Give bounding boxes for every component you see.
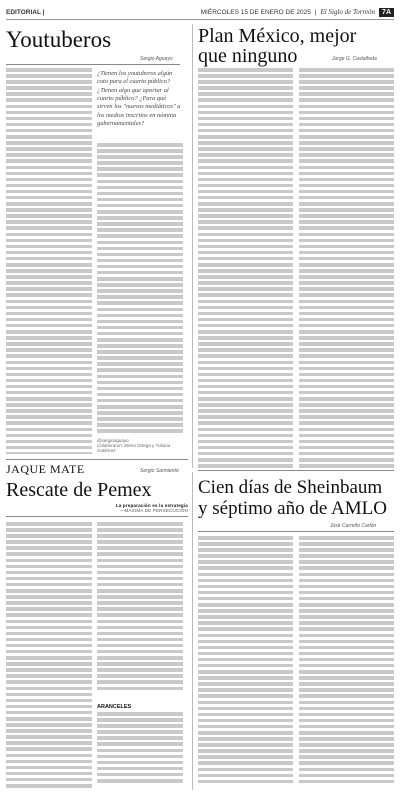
edition-date: MIÉRCOLES 15 DE ENERO DE 2025 — [200, 8, 311, 16]
jaque-section-label: JAQUE MATE — [6, 462, 85, 476]
youtuberos-headline: Youtuberos — [6, 27, 112, 52]
column-divider — [192, 24, 193, 468]
cien-headline-line-2: y séptimo año de AMLO — [198, 498, 387, 519]
plan-col-1 — [198, 68, 293, 468]
plan-col-2 — [299, 68, 394, 468]
plan-headline-line-1: Plan México, mejor — [198, 25, 357, 47]
divider — [6, 459, 188, 460]
divider — [198, 470, 394, 471]
divider — [6, 64, 180, 65]
jaque-col-2b — [97, 712, 183, 790]
youtuberos-pullquote: ¿Tienen los youtuberos algún coto para el cuarto público? ¿Tienen algo que aportar al cuarto público? ¿Para qué sirven los "nuevos mediáticos" a los medios inscritos en nómina gubernamentales? — [97, 70, 181, 127]
newspaper-logo: El Siglo de Torreón — [320, 8, 376, 16]
section-label: EDITORIAL | — [6, 8, 45, 16]
jaque-tagline-quote: La preparación es la estrategia — [115, 503, 188, 508]
masthead: EDITORIAL | MIÉRCOLES 15 DE ENERO DE 2025 | El Siglo de Torreón 7A — [6, 5, 394, 20]
cien-byline: José Carreño Carlón — [330, 523, 377, 529]
youtuberos-byline: Sergio Aguayo — [140, 56, 173, 62]
jaque-col-2a — [97, 522, 183, 700]
cien-col-1 — [198, 536, 293, 790]
column-divider — [192, 472, 193, 790]
jaque-tagline — [104, 503, 188, 513]
youtuberos-credit: @sergioaguayo Colaboraron: Elena Ortega y Yuliana Gutiérrez — [97, 438, 171, 453]
plan-byline: Jorge G. Castañeda — [332, 56, 377, 62]
page-number: 7A — [379, 8, 394, 17]
cien-headline-line-1: Cien días de Sheinbaum — [198, 477, 383, 498]
divider — [198, 531, 394, 532]
jaque-col-1 — [6, 522, 92, 790]
youtuberos-col-2 — [97, 143, 183, 443]
plan-headline-line-2: que ninguno — [198, 45, 298, 67]
cien-col-2 — [299, 536, 394, 790]
jaque-subhead: ARANCELES — [97, 704, 132, 710]
jaque-tagline-source: —MAXIMA DE PERSECUCIÓN — [119, 508, 188, 513]
jaque-byline: Sergio Sarmiento — [140, 468, 179, 474]
youtuberos-col-1 — [6, 68, 92, 454]
jaque-headline: Rescate de Pemex — [6, 479, 152, 501]
divider — [6, 516, 188, 517]
